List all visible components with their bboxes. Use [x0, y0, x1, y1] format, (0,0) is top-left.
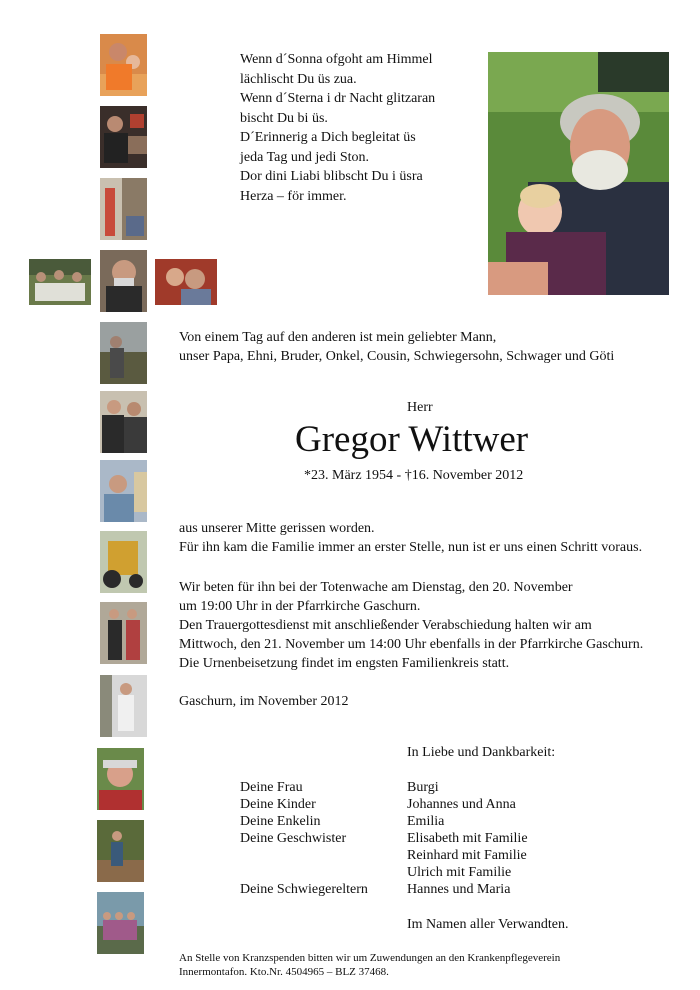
footer-line: Innermontafon. Kto.Nr. 4504965 – BLZ 37468. [179, 966, 389, 978]
mourner-role: Deine Enkelin [240, 814, 321, 829]
photo-strip-14 [97, 820, 144, 882]
service-line: Mittwoch, den 21. November um 14:00 Uhr ebenfalls in der Pfarrkirche Gaschurn. [179, 637, 644, 652]
photo-strip-15 [97, 892, 144, 954]
portrait-photo [488, 52, 669, 295]
mourner-role: Deine Geschwister [240, 831, 347, 846]
service-line: Die Urnenbeisetzung findet im engsten Familienkreis statt. [179, 656, 510, 671]
mourner-names: Hannes und Maria [407, 882, 511, 897]
intro-line: Von einem Tag auf den anderen ist mein geliebter Mann, [179, 330, 497, 345]
mourner-names: Reinhard mit Familie [407, 848, 527, 863]
mourner-names: Johannes und Anna [407, 797, 516, 812]
mourner-names: Elisabeth mit Familie [407, 831, 528, 846]
poem [240, 50, 435, 206]
photo-strip-2 [100, 106, 147, 168]
mourner-role: Deine Frau [240, 780, 303, 795]
poem-line: jeda Tag und jedi Ston. [240, 149, 370, 165]
photo-strip-1 [100, 34, 147, 96]
poem-line: bischt Du bi üs. [240, 110, 328, 126]
mourner-role: Deine Schwiegereltern [240, 882, 368, 897]
footer-line: An Stelle von Kranzspenden bitten wir um Zuwendungen an den Krankenpflegeverein [179, 952, 561, 964]
photo-strip-13 [97, 748, 144, 810]
life-dates: *23. März 1954 - †16. November 2012 [304, 468, 524, 483]
intro-line: unser Papa, Ehni, Bruder, Onkel, Cousin, Schwiegersohn, Schwager und Göti [179, 349, 615, 364]
photo-strip-3 [100, 178, 147, 240]
place-date: Gaschurn, im November 2012 [179, 694, 349, 709]
service-line: um 19:00 Uhr in der Pfarrkirche Gaschurn. [179, 599, 421, 614]
honorific: Herr [407, 400, 433, 415]
body-line: aus unserer Mitte gerissen worden. [179, 521, 375, 536]
photo-strip-8 [100, 391, 147, 453]
photo-strip-4 [29, 259, 91, 305]
relatives-note: Im Namen aller Verwandten. [407, 917, 569, 932]
photo-strip-10 [100, 531, 147, 593]
photo-strip-6 [155, 259, 217, 305]
poem-line: Herza – för immer. [240, 188, 347, 204]
service-line: Den Trauergottesdienst mit anschließender Verabschiedung halten wir am [179, 618, 592, 633]
closing: In Liebe und Dankbarkeit: [407, 745, 556, 760]
poem-line: Dor dini Liabi blibscht Du i üsra [240, 169, 423, 184]
service-line: Wir beten für ihn bei der Totenwache am Dienstag, den 20. November [179, 580, 573, 595]
poem-line: Wenn d´Sonna ofgoht am Himmel [240, 52, 433, 67]
mourner-names: Emilia [407, 814, 445, 829]
poem-line: D´Erinnerig a Dich begleitat üs [240, 130, 416, 145]
poem-line: Wenn d´Sterna i dr Nacht glitzaran [240, 91, 436, 106]
mourner-role: Deine Kinder [240, 797, 316, 812]
photo-strip-7 [100, 322, 147, 384]
photo-strip-5 [100, 250, 147, 312]
poem-line: lächlischt Du üs zua. [240, 71, 357, 87]
mourner-names: Ulrich mit Familie [407, 865, 512, 880]
photo-strip-11 [100, 602, 147, 664]
photo-strip-9 [100, 460, 147, 522]
deceased-name: Gregor Wittwer [295, 419, 529, 460]
photo-strip-12 [100, 675, 147, 737]
mourner-names: Burgi [407, 780, 439, 795]
body-line: Für ihn kam die Familie immer an erster Stelle, nun ist er uns einen Schritt voraus. [179, 540, 643, 555]
